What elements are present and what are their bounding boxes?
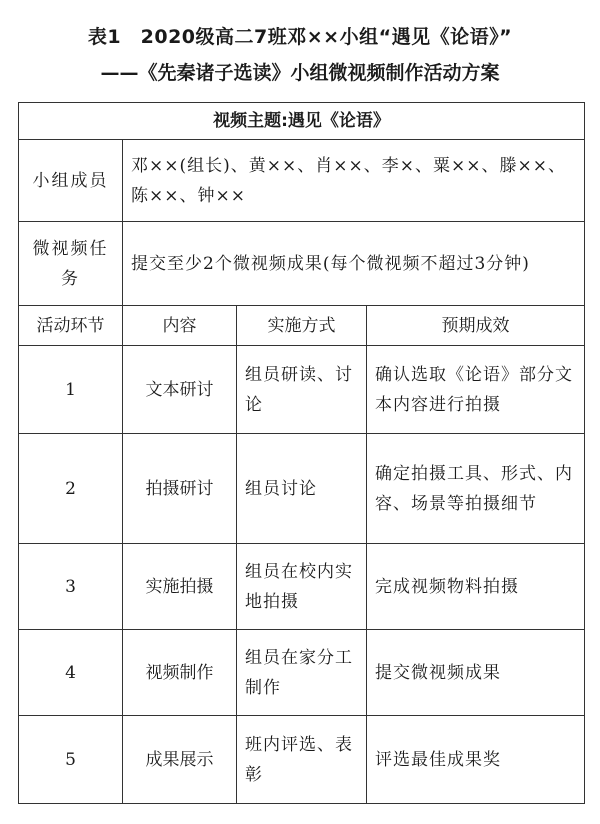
table-row bbox=[19, 716, 585, 804]
step-effect: 确认选取《论语》部分文本内容进行拍摄 bbox=[367, 346, 585, 434]
step-effect: 提交微视频成果 bbox=[367, 630, 585, 716]
step-number: 5 bbox=[19, 716, 123, 804]
task-label: 微视频任务 bbox=[19, 222, 123, 306]
step-content: 成果展示 bbox=[123, 716, 237, 804]
col-header-step: 活动环节 bbox=[19, 306, 123, 346]
table-title: 表1 2020级高二7班邓××小组“遇见《论语》” bbox=[87, 26, 513, 48]
step-method: 组员在校内实地拍摄 bbox=[237, 544, 367, 630]
video-theme: 视频主题:遇见《论语》 bbox=[19, 103, 585, 140]
step-method: 组员研读、讨论 bbox=[237, 346, 367, 434]
step-content: 文本研讨 bbox=[123, 346, 237, 434]
table-row bbox=[19, 434, 585, 544]
table-subtitle: ——《先秦诸子选读》小组微视频制作活动方案 bbox=[100, 62, 500, 84]
members-row bbox=[19, 140, 585, 222]
step-number: 3 bbox=[19, 544, 123, 630]
step-effect: 评选最佳成果奖 bbox=[367, 716, 585, 804]
column-header-row bbox=[19, 306, 585, 346]
theme-row bbox=[19, 103, 585, 140]
table-row bbox=[19, 544, 585, 630]
step-effect: 确定拍摄工具、形式、内容、场景等拍摄细节 bbox=[367, 434, 585, 544]
table-row bbox=[19, 630, 585, 716]
step-number: 4 bbox=[19, 630, 123, 716]
col-header-effect: 预期成效 bbox=[367, 306, 585, 346]
step-number: 2 bbox=[19, 434, 123, 544]
step-method: 班内评选、表彰 bbox=[237, 716, 367, 804]
step-method: 组员讨论 bbox=[237, 434, 367, 544]
table-row bbox=[19, 346, 585, 434]
members-label: 小组成员 bbox=[19, 140, 123, 222]
step-content: 实施拍摄 bbox=[123, 544, 237, 630]
col-header-content: 内容 bbox=[123, 306, 237, 346]
step-effect: 完成视频物料拍摄 bbox=[367, 544, 585, 630]
members-value: 邓××(组长)、黄××、肖××、李×、粟××、滕××、陈××、钟×× bbox=[123, 140, 585, 222]
task-value: 提交至少2个微视频成果(每个微视频不超过3分钟) bbox=[123, 222, 585, 306]
step-content: 拍摄研讨 bbox=[123, 434, 237, 544]
col-header-method: 实施方式 bbox=[237, 306, 367, 346]
step-content: 视频制作 bbox=[123, 630, 237, 716]
step-number: 1 bbox=[19, 346, 123, 434]
step-method: 组员在家分工制作 bbox=[237, 630, 367, 716]
task-row bbox=[19, 222, 585, 306]
activity-plan-table bbox=[18, 102, 585, 804]
